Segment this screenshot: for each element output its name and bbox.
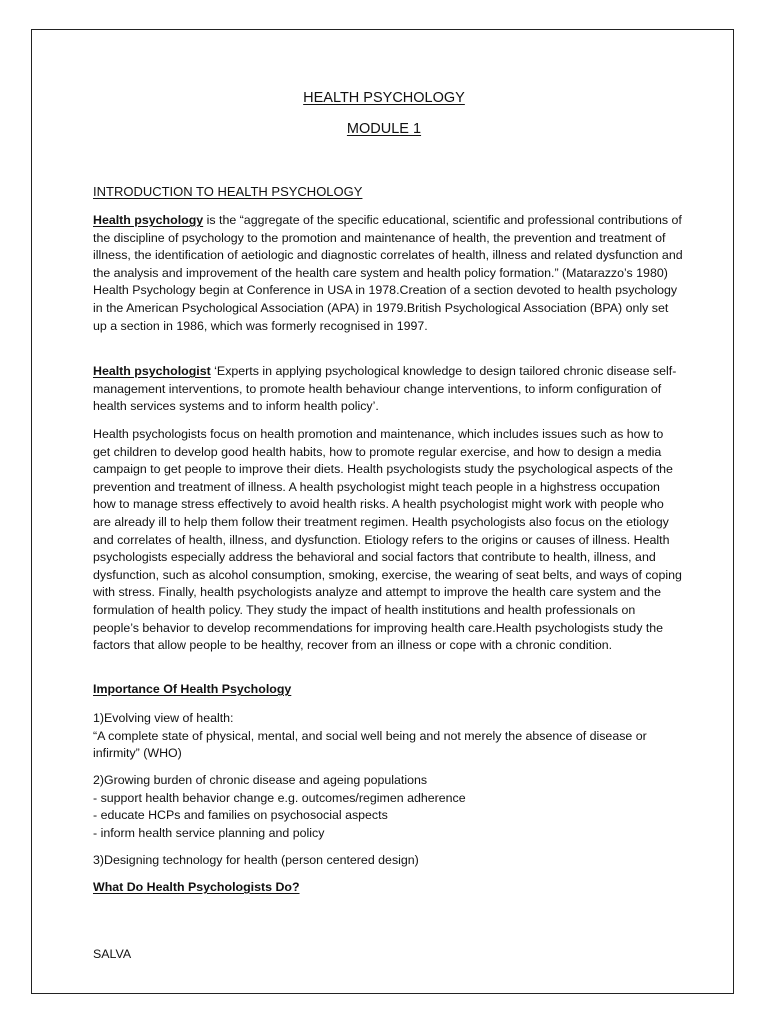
importance-item-2-title: 2)Growing burden of chronic disease and ageing populations [93,773,428,787]
what-do-heading: What Do Health Psychologists Do? [93,880,300,894]
footer-author: SALVA [93,947,132,961]
module-title: MODULE 1 [346,121,422,137]
importance-item-2-point-1: - support health behavior change e.g. outcomes/regimen adherence [93,790,466,805]
psychologist-text: ‘Experts in applying psychological knowledge to design tailored chronic disease self-management interventions, to promote health behaviour change interventions, to inform configuration of health services systems and to inform health policy’. [93,364,677,414]
importance-item-1-quote: “A complete state of physical, mental, and social well being and not merely the absence of disease or infirmity” (WHO) [93,728,651,761]
term-health-psychology: Health psychology [93,213,204,227]
psychologist-paragraph [93,363,683,416]
document-title: HEALTH PSYCHOLOGY [303,90,465,106]
focus-paragraph: Health psychologists focus on health promotion and maintenance, which includes issues such as how to get children to develop good health habits, how to promote regular exercise, and how to design a media campaign to get people to improve their diets. Health psychologists study the psychological aspects of the prevention and treatment of illness. A health psychologist might teach people in a highstress occupation how to manage stress effectively to avoid health risks. A health psychologist might work with people who are already ill to help them follow their treatment regimen. Health psychologists also focus on the etiology and correlates of health, illness, and dysfunction. Etiology refers to the origins or causes of illness. Health psychologists especially address the behavioral and social factors that contribute to health, illness, and dysfunction, such as alcohol consumption, smoking, exercise, the wearing of seat belts, and ways of coping with stress. Finally, health psychologists analyze and attempt to improve the health care system and the formulation of health policy. They study the impact of health institutions and health professionals on people’s behavior to develop recommendations for improving health care.Health psychologists study the factors that allow people to be healthy, recover from an illness or cope with a chronic condition. [93,427,682,653]
importance-item-2-point-3: - inform health service planning and policy [93,825,325,840]
definition-text: is the “aggregate of the specific educational, scientific and professional contributions of the discipline of psychology to the promotion and maintenance of health, the prevention and treatment of illness, the identification of aetiologic and diagnostic correlates of health, illness and related dysfunction and the analysis and improvement of the health care system and health policy formation.” (Matarazzo’s 1980) Health Psychology begin at Conference in USA in 1978.Creation of a section devoted to health psychology in the American Psychological Association (APA) in 1979.British Psychological Association (BPA) only set up a section in 1986, which was formerly recognised in 1997. [93,213,683,333]
importance-item-2-point-2: - educate HCPs and families on psychosocial aspects [93,808,388,823]
term-health-psychologist: Health psychologist [93,364,211,378]
importance-item-1-title: 1)Evolving view of health: [93,711,234,725]
importance-item-2 [93,772,683,842]
definition-paragraph [93,212,683,335]
importance-heading: Importance Of Health Psychology [93,682,292,696]
importance-item-1 [93,710,683,763]
importance-item-3: 3)Designing technology for health (person centered design) [93,853,419,867]
intro-heading: INTRODUCTION TO HEALTH PSYCHOLOGY [93,184,363,199]
